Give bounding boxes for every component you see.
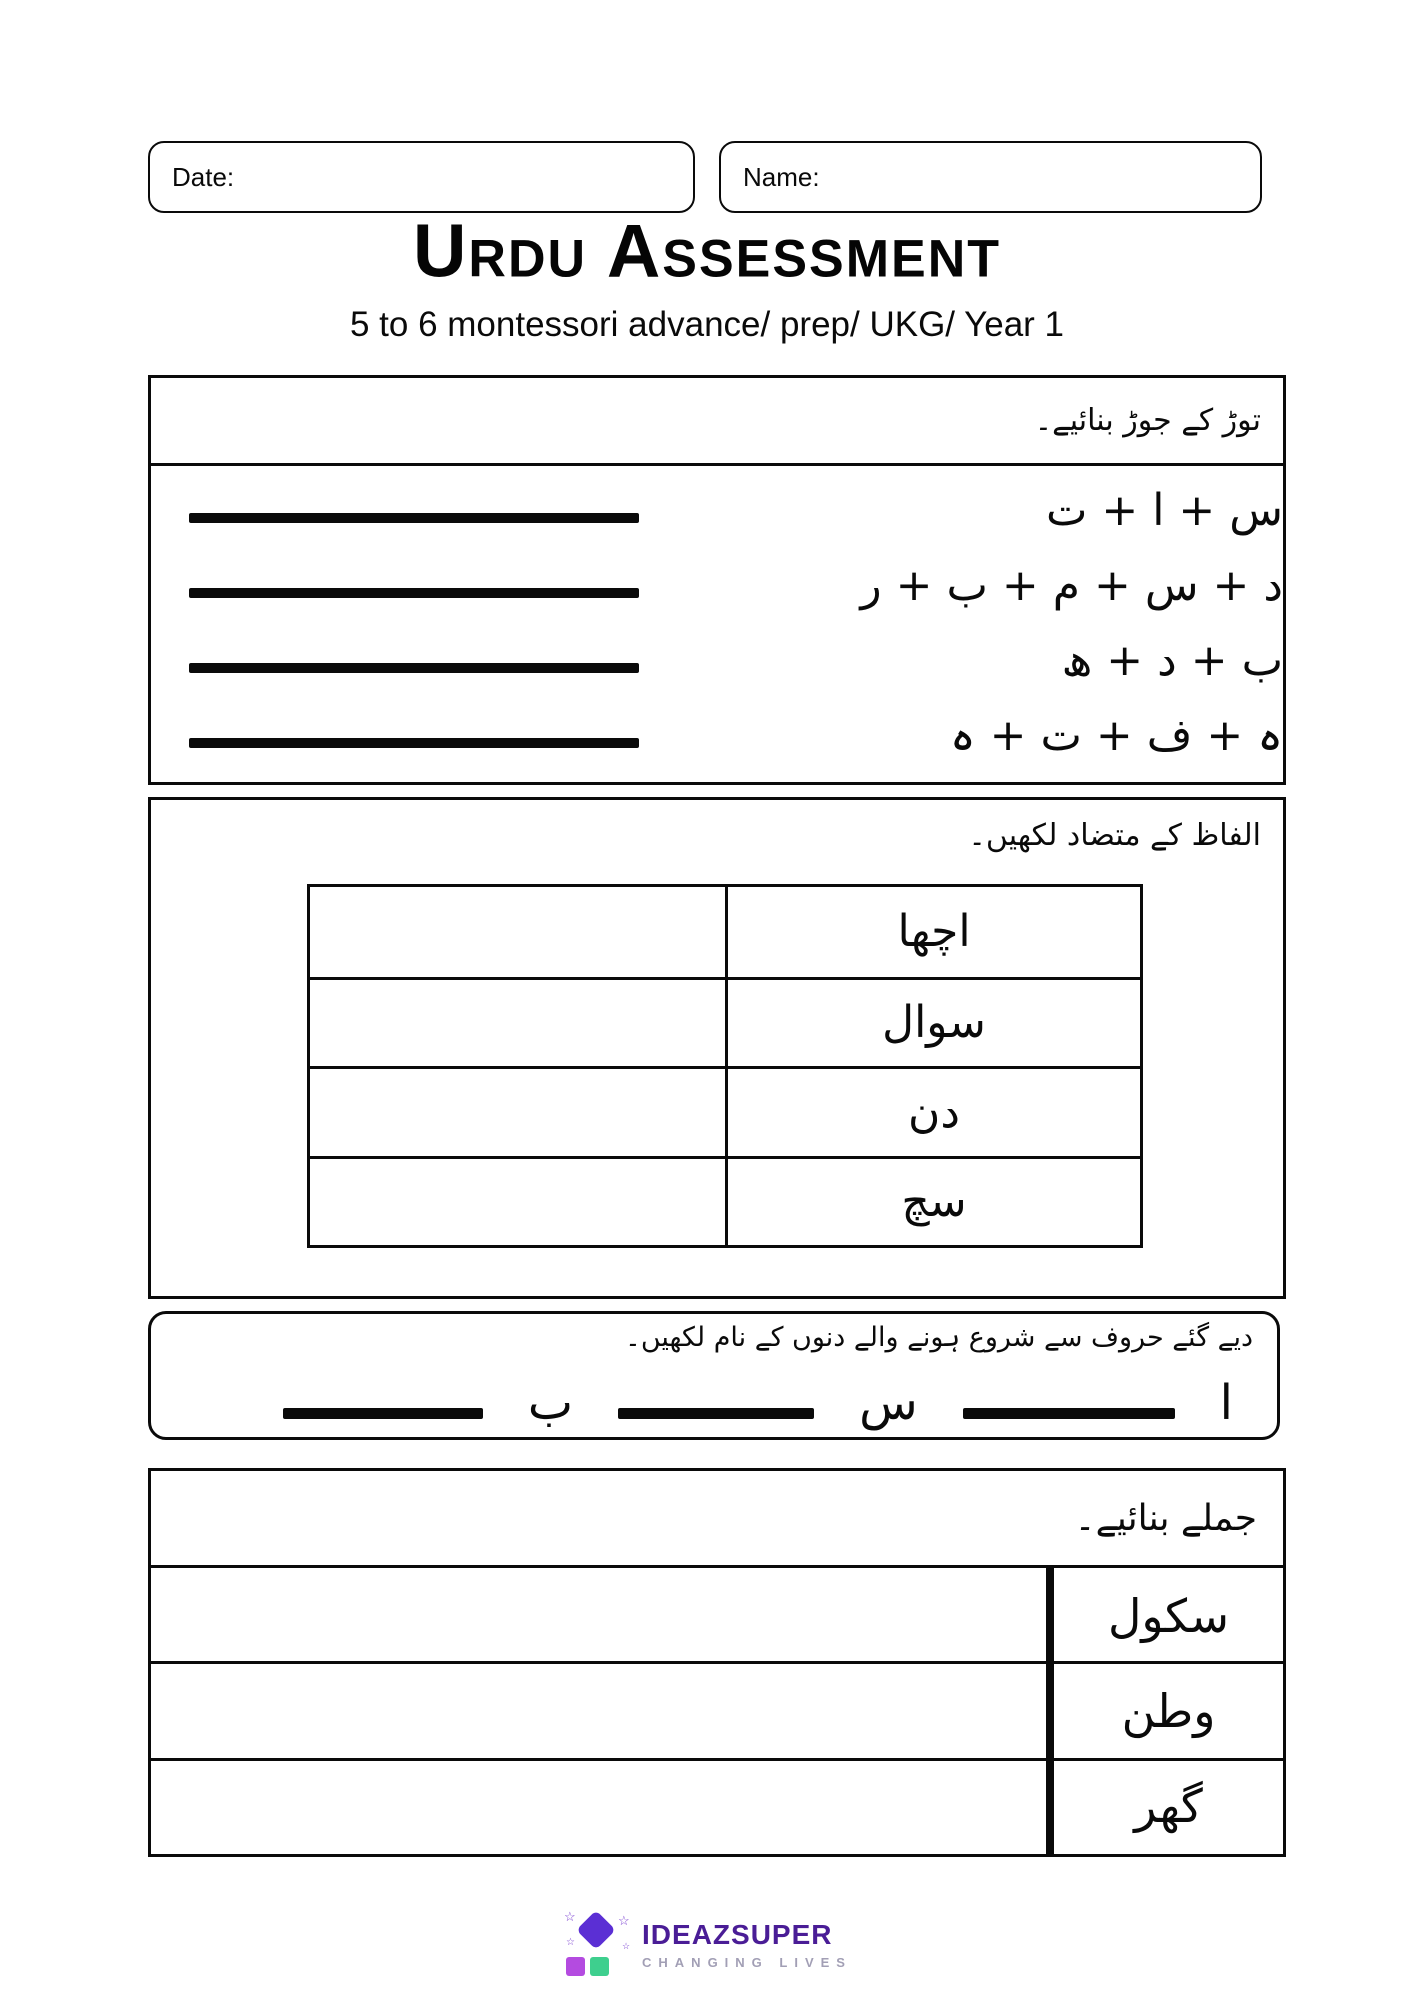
day-answer-line[interactable]: [283, 1408, 483, 1419]
brand-icon: [562, 1909, 631, 1976]
antonym-answer-cell[interactable]: [310, 1066, 725, 1156]
page-subtitle: 5 to 6 montessori advance/ prep/ UKG/ Year 1: [349, 305, 1065, 344]
join-letters: ب + د + ھ: [1061, 635, 1283, 687]
antonym-answer-cell[interactable]: [310, 887, 725, 977]
antonyms-instruction: الفاظ کے متضاد لکھیں۔: [968, 818, 1261, 853]
join-letters: د + س + م + ب + ر: [860, 560, 1283, 612]
join-letters: ہ + ف + ت + ہ: [949, 710, 1283, 762]
star-icon: ☆: [622, 1941, 631, 1951]
join-answer-line[interactable]: [189, 513, 639, 523]
join-letters: س + ا + ت: [1045, 485, 1283, 537]
antonym-table: [307, 884, 1143, 1248]
purple-square-icon: [566, 1957, 585, 1976]
star-icon: ☆: [564, 1909, 576, 1924]
green-square-icon: [590, 1957, 609, 1976]
brand-tagline: CHANGING LIVES: [642, 1954, 852, 1970]
day-letter: ب: [527, 1375, 574, 1431]
sentence-word: گھر: [1134, 1779, 1203, 1834]
sentences-body: [151, 1568, 1283, 1854]
footer-logo: [562, 1909, 852, 1976]
antonym-answer-cell[interactable]: [310, 1156, 725, 1246]
join-answer-line[interactable]: [189, 738, 639, 748]
join-row: [151, 485, 1283, 538]
join-instruction: توڑ کے جوڑ بنائیے۔: [151, 378, 1283, 466]
diamond-icon: [576, 1910, 616, 1950]
day-names-row: [151, 1375, 1277, 1431]
date-field[interactable]: [148, 141, 695, 213]
day-letter: س: [859, 1375, 918, 1431]
section-join-letters: [148, 375, 1286, 785]
brand-text-block: [642, 1919, 852, 1970]
section-sentences: [148, 1468, 1286, 1857]
star-icon: ☆: [566, 1937, 575, 1948]
sentences-instruction: جملے بنائیے۔: [151, 1471, 1283, 1568]
star-icon: ☆: [618, 1913, 630, 1928]
join-row: [151, 710, 1283, 763]
day-answer-line[interactable]: [618, 1408, 814, 1419]
name-label: Name:: [743, 161, 820, 192]
page-title: Urdu Assessment: [412, 208, 1002, 293]
join-answer-line[interactable]: [189, 588, 639, 598]
sentence-word: سکول: [1107, 1588, 1230, 1643]
join-row: [151, 635, 1283, 688]
footer: [0, 1909, 1414, 1976]
antonym-word-cell: دن: [725, 1066, 1140, 1156]
antonym-word-cell: اچھا: [725, 887, 1140, 977]
sentence-word: وطن: [1121, 1683, 1216, 1738]
antonym-word-cell: سچ: [725, 1156, 1140, 1246]
name-field[interactable]: [719, 141, 1262, 213]
antonym-word-cell: سوال: [725, 977, 1140, 1067]
brand-name: IDEAZSUPER: [642, 1918, 833, 1950]
day-names-instruction: دیے گئے حروف سے شروع ہونے والے دنوں کے نام لکھیں۔: [625, 1322, 1253, 1353]
join-row: [151, 560, 1283, 613]
section-day-names: [148, 1311, 1280, 1440]
join-answer-line[interactable]: [189, 663, 639, 673]
antonym-answer-cell[interactable]: [310, 977, 725, 1067]
join-rows: [151, 466, 1283, 782]
day-answer-line[interactable]: [963, 1408, 1175, 1419]
day-letter: ا: [1219, 1375, 1233, 1431]
divider-line: [1046, 1568, 1054, 1854]
section-antonyms: [148, 797, 1286, 1299]
sentence-words-column: [1054, 1568, 1283, 1854]
date-label: Date:: [172, 161, 235, 192]
